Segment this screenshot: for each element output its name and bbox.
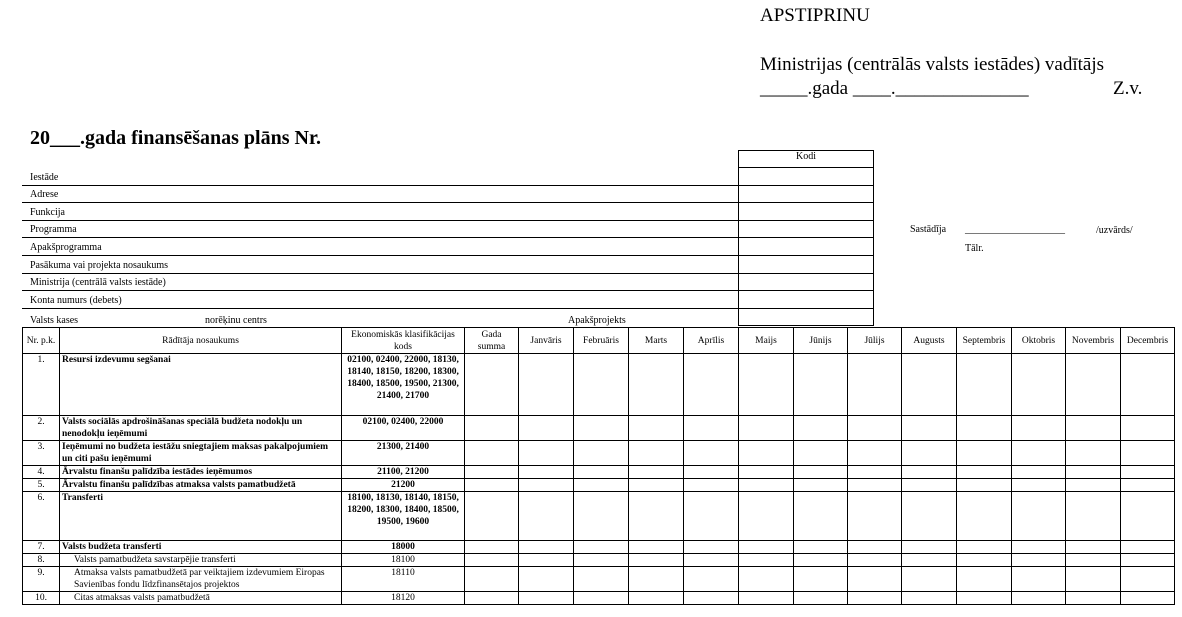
month-cell[interactable]: [957, 541, 1012, 554]
field-iestade[interactable]: Iestāde: [22, 169, 738, 186]
month-cell[interactable]: [794, 541, 848, 554]
month-cell[interactable]: [1012, 541, 1066, 554]
month-cell[interactable]: [1121, 492, 1175, 541]
row-number: 8.: [23, 554, 60, 567]
month-cell[interactable]: [629, 567, 684, 592]
month-cell[interactable]: [739, 354, 794, 416]
month-cell[interactable]: [1012, 441, 1066, 466]
month-cell[interactable]: [629, 416, 684, 441]
table-row: [23, 592, 1175, 605]
month-cell[interactable]: [1012, 479, 1066, 492]
month-cell[interactable]: [902, 592, 957, 605]
month-cell[interactable]: [684, 354, 739, 416]
month-cell[interactable]: [519, 354, 574, 416]
month-cell[interactable]: [957, 479, 1012, 492]
month-cell[interactable]: [519, 492, 574, 541]
year-sum-cell[interactable]: [465, 567, 519, 592]
month-cell[interactable]: [902, 466, 957, 479]
month-cell[interactable]: [574, 592, 629, 605]
month-cell[interactable]: [739, 554, 794, 567]
month-cell[interactable]: [1121, 567, 1175, 592]
table-row: [23, 466, 1175, 479]
month-cell[interactable]: [684, 479, 739, 492]
row-name: Atmaksa valsts pamatbudžetā par veiktajiem izdevumiem Eiropas Savienības fondu līdzfinansētajos projektos: [60, 567, 342, 592]
month-cell[interactable]: [848, 416, 902, 441]
header-code: Ekonomiskās klasifikācijas kods: [342, 328, 465, 354]
month-cell[interactable]: [1121, 479, 1175, 492]
approval-heading: APSTIPRINU: [760, 5, 870, 26]
row-number: 9.: [23, 567, 60, 592]
row-name: Valsts budžeta transferti: [60, 541, 342, 554]
row-number: 3.: [23, 441, 60, 466]
header-year: Gada summa: [465, 328, 519, 354]
row-code: 21100, 21200: [342, 466, 465, 479]
row-name: Resursi izdevumu segšanai: [60, 354, 342, 416]
month-cell[interactable]: [574, 567, 629, 592]
header-month: Jūlijs: [848, 328, 902, 354]
month-cell[interactable]: [794, 554, 848, 567]
row-name: Citas atmaksas valsts pamatbudžetā: [60, 592, 342, 605]
year-sum-cell[interactable]: [465, 479, 519, 492]
month-cell[interactable]: [848, 441, 902, 466]
row-name: Valsts pamatbudžeta savstarpējie transferti: [60, 554, 342, 567]
compiler-label: Sastādīja: [910, 224, 947, 235]
month-cell[interactable]: [574, 441, 629, 466]
row-code: 21300, 21400: [342, 441, 465, 466]
field-programma[interactable]: Programma: [22, 221, 738, 238]
row-number: 10.: [23, 592, 60, 605]
month-cell[interactable]: [957, 567, 1012, 592]
month-cell[interactable]: [684, 492, 739, 541]
month-cell[interactable]: [902, 567, 957, 592]
month-cell[interactable]: [629, 441, 684, 466]
row-name: Ārvalstu finanšu palīdzības atmaksa valsts pamatbudžetā: [60, 479, 342, 492]
month-cell[interactable]: [519, 479, 574, 492]
field-ministrija[interactable]: Ministrija (centrālā valsts iestāde): [22, 274, 738, 291]
month-cell[interactable]: [957, 554, 1012, 567]
row-number: 2.: [23, 416, 60, 441]
month-cell[interactable]: [574, 492, 629, 541]
codes-cell-programma[interactable]: [738, 237, 874, 238]
finance-plan-table: [22, 327, 1175, 605]
month-cell[interactable]: [629, 554, 684, 567]
year-sum-cell[interactable]: [465, 466, 519, 479]
codes-cell-konts[interactable]: [738, 308, 874, 309]
codes-cell-iestade[interactable]: [738, 185, 874, 186]
month-cell[interactable]: [1012, 354, 1066, 416]
month-cell[interactable]: [574, 479, 629, 492]
header-month: Marts: [629, 328, 684, 354]
month-cell[interactable]: [1012, 466, 1066, 479]
month-cell[interactable]: [957, 466, 1012, 479]
field-pasakums[interactable]: Pasākuma vai projekta nosaukums: [22, 257, 738, 274]
approval-date-line[interactable]: _____.gada ____.______________: [760, 78, 1029, 99]
table-row: [23, 567, 1175, 592]
field-apaksprogramma[interactable]: Apakšprogramma: [22, 239, 738, 256]
month-cell[interactable]: [574, 466, 629, 479]
month-cell[interactable]: [794, 416, 848, 441]
row-code: 18000: [342, 541, 465, 554]
codes-cell-adrese[interactable]: [738, 202, 874, 203]
table-row: [23, 416, 1175, 441]
table-row: [23, 541, 1175, 554]
month-cell[interactable]: [739, 567, 794, 592]
month-cell[interactable]: [1121, 541, 1175, 554]
month-cell[interactable]: [1066, 479, 1121, 492]
field-adrese[interactable]: Adrese: [22, 186, 738, 203]
row-code: 18100: [342, 554, 465, 567]
table-row: [23, 479, 1175, 492]
month-cell[interactable]: [519, 441, 574, 466]
codes-divider: [738, 167, 874, 168]
month-cell[interactable]: [574, 554, 629, 567]
month-cell[interactable]: [1121, 354, 1175, 416]
month-cell[interactable]: [1066, 541, 1121, 554]
month-cell[interactable]: [794, 354, 848, 416]
month-cell[interactable]: [1012, 592, 1066, 605]
month-cell[interactable]: [1121, 466, 1175, 479]
header-month: Aprīlis: [684, 328, 739, 354]
year-sum-cell[interactable]: [465, 441, 519, 466]
month-cell[interactable]: [739, 416, 794, 441]
month-cell[interactable]: [519, 554, 574, 567]
field-subproject: Apakšprojekts: [568, 315, 626, 326]
header-month: Maijs: [739, 328, 794, 354]
header-month: Jūnijs: [794, 328, 848, 354]
month-cell[interactable]: [684, 541, 739, 554]
month-cell[interactable]: [684, 592, 739, 605]
month-cell[interactable]: [794, 466, 848, 479]
month-cell[interactable]: [629, 354, 684, 416]
month-cell[interactable]: [739, 441, 794, 466]
row-number: 5.: [23, 479, 60, 492]
month-cell[interactable]: [684, 466, 739, 479]
month-cell[interactable]: [629, 492, 684, 541]
month-cell[interactable]: [1121, 554, 1175, 567]
table-row: [23, 441, 1175, 466]
month-cell[interactable]: [848, 354, 902, 416]
month-cell[interactable]: [794, 492, 848, 541]
row-name: Ieņēmumi no budžeta iestāžu sniegtajiem maksas pakalpojumiem un citi pašu ieņēmumi: [60, 441, 342, 466]
year-sum-cell[interactable]: [465, 416, 519, 441]
month-cell[interactable]: [1066, 354, 1121, 416]
month-cell[interactable]: [848, 466, 902, 479]
month-cell[interactable]: [902, 416, 957, 441]
header-month: Augusts: [902, 328, 957, 354]
row-name: Valsts sociālās apdrošināšanas speciālā budžeta nodokļu un nenodokļu ieņēmumi: [60, 416, 342, 441]
header-month: Janvāris: [519, 328, 574, 354]
year-sum-cell[interactable]: [465, 492, 519, 541]
row-code: 21200: [342, 479, 465, 492]
field-settlement: norēķinu centrs: [205, 315, 267, 326]
month-cell[interactable]: [848, 541, 902, 554]
month-cell[interactable]: [957, 416, 1012, 441]
month-cell[interactable]: [1121, 441, 1175, 466]
row-code: 18110: [342, 567, 465, 592]
month-cell[interactable]: [957, 492, 1012, 541]
month-cell[interactable]: [739, 592, 794, 605]
header-month: Februāris: [574, 328, 629, 354]
month-cell[interactable]: [1012, 492, 1066, 541]
month-cell[interactable]: [519, 416, 574, 441]
year-sum-cell[interactable]: [465, 592, 519, 605]
month-cell[interactable]: [684, 416, 739, 441]
row-number: 7.: [23, 541, 60, 554]
row-code: 02100, 02400, 22000, 18130, 18140, 18150, 18200, 18300, 18400, 18500, 19500, 21300, 21400, 21700: [342, 354, 465, 416]
month-cell[interactable]: [684, 567, 739, 592]
month-cell[interactable]: [794, 441, 848, 466]
month-cell[interactable]: [848, 554, 902, 567]
row-number: 1.: [23, 354, 60, 416]
month-cell[interactable]: [794, 479, 848, 492]
compiler-phone: Tālr.: [965, 243, 984, 254]
page-title: 20___.gada finansēšanas plāns Nr.: [30, 127, 322, 149]
month-cell[interactable]: [739, 492, 794, 541]
month-cell[interactable]: [1121, 592, 1175, 605]
row-number: 6.: [23, 492, 60, 541]
month-cell[interactable]: [574, 416, 629, 441]
month-cell[interactable]: [1012, 554, 1066, 567]
year-sum-cell[interactable]: [465, 554, 519, 567]
month-cell[interactable]: [794, 567, 848, 592]
month-cell[interactable]: [902, 492, 957, 541]
codes-cell-apaksprogramma[interactable]: [738, 255, 874, 256]
month-cell[interactable]: [1012, 567, 1066, 592]
month-cell[interactable]: [957, 441, 1012, 466]
row-name: Transferti: [60, 492, 342, 541]
month-cell[interactable]: [1066, 567, 1121, 592]
month-cell[interactable]: [739, 479, 794, 492]
month-cell[interactable]: [902, 354, 957, 416]
month-cell[interactable]: [848, 592, 902, 605]
header-month: Decembris: [1121, 328, 1175, 354]
table-row: [23, 492, 1175, 541]
month-cell[interactable]: [1066, 466, 1121, 479]
row-code: 18120: [342, 592, 465, 605]
row-code: 18100, 18130, 18140, 18150, 18200, 18300, 18400, 18500, 19500, 19600: [342, 492, 465, 541]
month-cell[interactable]: [902, 554, 957, 567]
month-cell[interactable]: [629, 592, 684, 605]
month-cell[interactable]: [1121, 416, 1175, 441]
table-row: [23, 354, 1175, 416]
compiler-signature-line[interactable]: ____________________: [965, 224, 1065, 235]
codes-box: [738, 150, 874, 326]
month-cell[interactable]: [739, 541, 794, 554]
month-cell[interactable]: [848, 492, 902, 541]
month-cell[interactable]: [1066, 492, 1121, 541]
month-cell[interactable]: [519, 567, 574, 592]
month-cell[interactable]: [848, 567, 902, 592]
approval-official: Ministrijas (centrālās valsts iestādes) vadītājs: [760, 54, 1105, 75]
header-month: Septembris: [957, 328, 1012, 354]
header-month: Oktobris: [1012, 328, 1066, 354]
month-cell[interactable]: [739, 466, 794, 479]
month-cell[interactable]: [902, 541, 957, 554]
row-code: 02100, 02400, 22000: [342, 416, 465, 441]
month-cell[interactable]: [684, 554, 739, 567]
row-name: Ārvalstu finanšu palīdzība iestādes ieņēmumos: [60, 466, 342, 479]
codes-cell-funkcija[interactable]: [738, 220, 874, 221]
month-cell[interactable]: [902, 441, 957, 466]
month-cell[interactable]: [519, 592, 574, 605]
year-sum-cell[interactable]: [465, 541, 519, 554]
month-cell[interactable]: [629, 541, 684, 554]
month-cell[interactable]: [902, 479, 957, 492]
compiler-name-hint: /uzvārds/: [1096, 225, 1133, 236]
year-sum-cell[interactable]: [465, 354, 519, 416]
codes-cell-pasakums[interactable]: [738, 273, 874, 274]
month-cell[interactable]: [574, 541, 629, 554]
month-cell[interactable]: [1012, 416, 1066, 441]
codes-label: Kodi: [796, 151, 816, 162]
codes-cell-ministrija[interactable]: [738, 290, 874, 291]
month-cell[interactable]: [957, 354, 1012, 416]
header-nr: Nr. p.k.: [23, 328, 60, 354]
month-cell[interactable]: [1066, 416, 1121, 441]
month-cell[interactable]: [519, 541, 574, 554]
field-konts[interactable]: Konta numurs (debets): [22, 292, 738, 309]
month-cell[interactable]: [629, 479, 684, 492]
table-row: [23, 554, 1175, 567]
month-cell[interactable]: [629, 466, 684, 479]
month-cell[interactable]: [848, 479, 902, 492]
month-cell[interactable]: [1066, 554, 1121, 567]
month-cell[interactable]: [519, 466, 574, 479]
approval-stamp: Z.v.: [1113, 78, 1143, 99]
header-month: Novembris: [1066, 328, 1121, 354]
month-cell[interactable]: [794, 592, 848, 605]
field-funkcija[interactable]: Funkcija: [22, 204, 738, 221]
month-cell[interactable]: [684, 441, 739, 466]
month-cell[interactable]: [1066, 441, 1121, 466]
month-cell[interactable]: [574, 354, 629, 416]
month-cell[interactable]: [957, 592, 1012, 605]
header-name: Rādītāja nosaukums: [60, 328, 342, 354]
field-treasury: Valsts kases: [30, 315, 79, 326]
month-cell[interactable]: [1066, 592, 1121, 605]
row-number: 4.: [23, 466, 60, 479]
